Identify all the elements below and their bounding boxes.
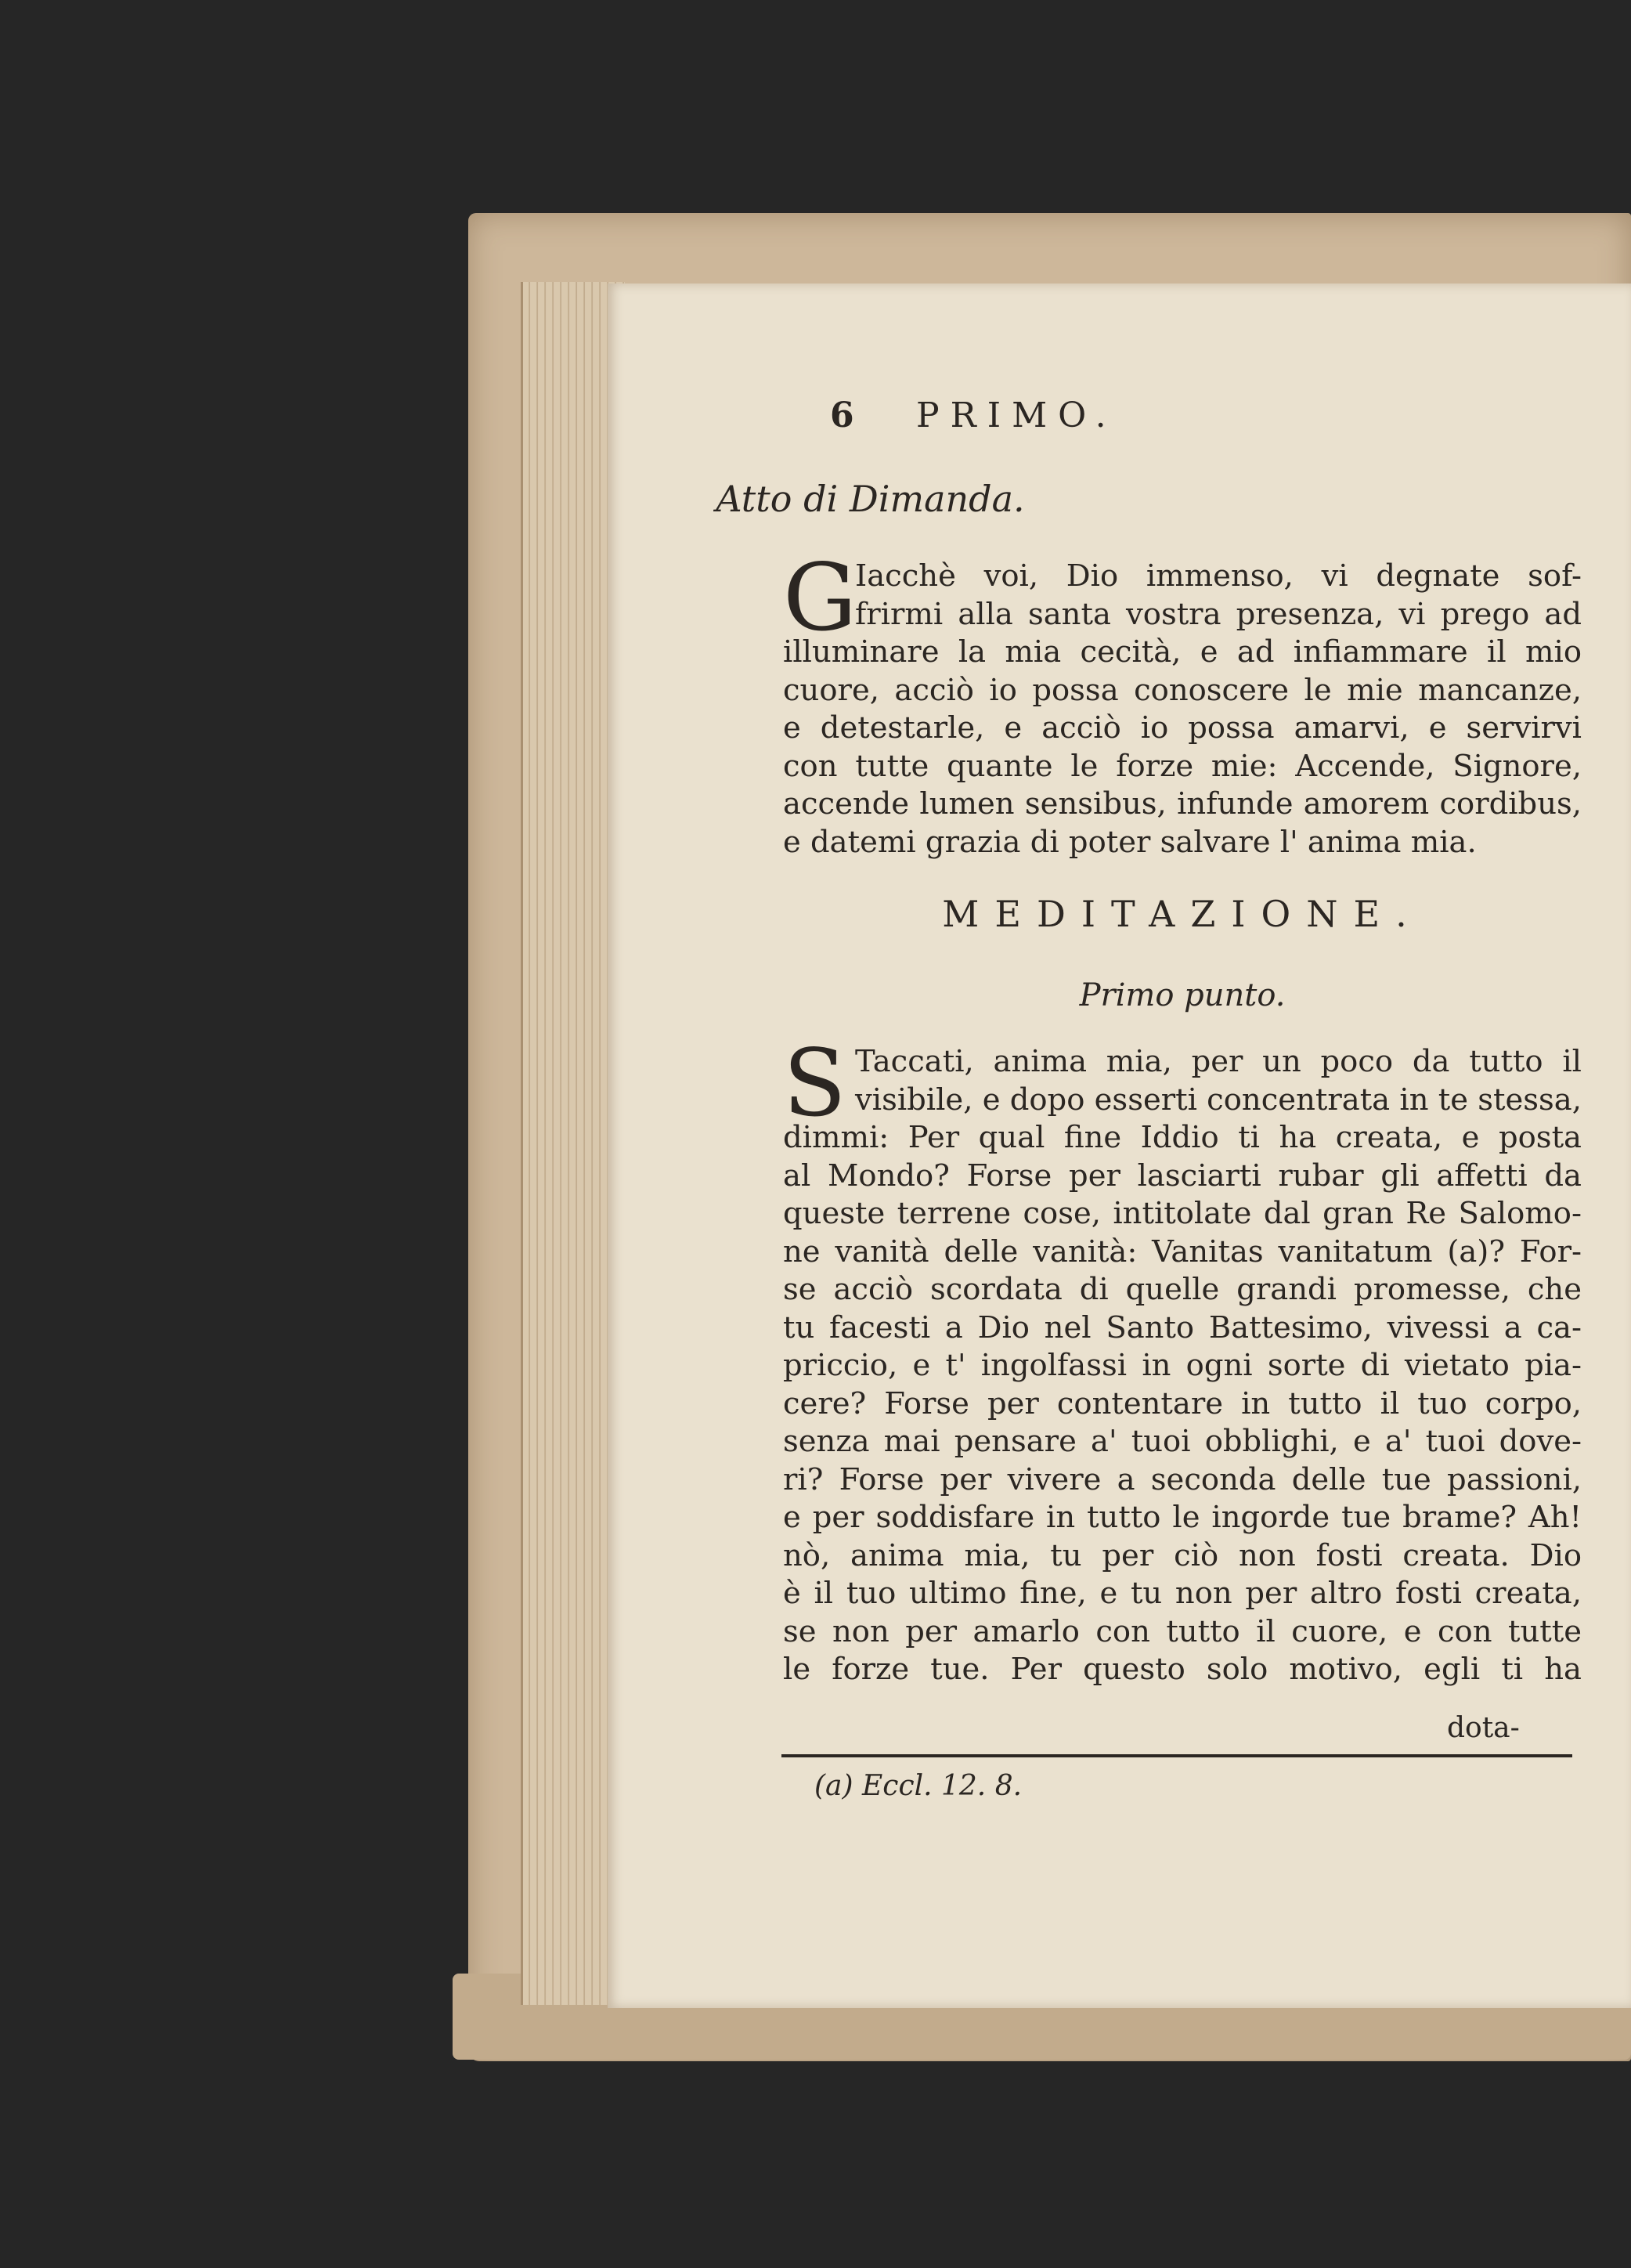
text-line: senza mai pensare a' tuoi obblighi, e a' tuoi dove-: [783, 1424, 1582, 1459]
footnote: (a) Eccl. 12. 8.: [814, 1770, 1023, 1802]
footnote-rule: [781, 1754, 1572, 1757]
text-line: Taccati, anima mia, per un poco da tutto il: [855, 1044, 1582, 1079]
text-line: frirmi alla santa vostra presenza, vi prego ad: [855, 596, 1582, 632]
text-line: illuminare la mia cecità, e ad infiammare il mio: [783, 634, 1582, 670]
paragraph-meditazione: [783, 1029, 1582, 1689]
text-line: con tutte quante le forze mie: Accende, Signore,: [783, 748, 1582, 784]
text-line: cere? Forse per contentare in tutto il tuo corpo,: [783, 1385, 1582, 1421]
running-title: PRIMO.: [916, 395, 1117, 435]
text-line: priccio, e t' ingolfassi in ogni sorte di vietato pia-: [783, 1348, 1582, 1383]
text-line: le forze tue. Per questo solo motivo, egli ti ha: [783, 1652, 1582, 1687]
dropcap-g: G: [783, 544, 857, 652]
text-line: accende lumen sensibus, infunde amorem cordibus,: [783, 786, 1582, 822]
subheading-primo-punto: Primo punto.: [1079, 977, 1286, 1013]
text-line: se acciò scordata di quelle grandi promesse, che: [783, 1272, 1582, 1307]
dropcap-s: S: [783, 1029, 846, 1137]
heading-meditazione: MEDITAZIONE.: [942, 893, 1423, 935]
paragraph-atto: [783, 544, 1582, 861]
page-number: 6: [830, 395, 854, 435]
text-line: se non per amarlo con tutto il cuore, e con tutte: [783, 1613, 1582, 1649]
text-line: dimmi: Per qual fine Iddio ti ha creata, e posta: [783, 1120, 1582, 1155]
text-line: e datemi grazia di poter salvare l' anima mia.: [783, 824, 1477, 860]
text-line: al Mondo? Forse per lasciarti rubar gli affetti da: [783, 1157, 1582, 1194]
text-line: tu facesti a Dio nel Santo Battesimo, vivessi a ca-: [783, 1309, 1582, 1345]
text-line: Iacchè voi, Dio immenso, vi degnate sof-: [855, 558, 1582, 594]
text-line: e detestarle, e acciò io possa amarvi, e servirvi: [783, 710, 1582, 746]
text-line: ne vanità delle vanità: Vanitas vanitatum (a)? For-: [783, 1233, 1582, 1269]
text-line: nò, anima mia, tu per ciò non fosti creata. Dio: [783, 1537, 1582, 1573]
text-line: ri? Forse per vivere a seconda delle tue passioni,: [783, 1461, 1582, 1497]
catchword: dota-: [1447, 1712, 1520, 1744]
section-title: Atto di Dimanda.: [716, 478, 1025, 520]
text-line: cuore, acciò io possa conoscere le mie mancanze,: [783, 672, 1582, 708]
text-line: visibile, e dopo esserti concentrata in te stessa,: [855, 1082, 1582, 1118]
text-line: queste terrene cose, intitolate dal gran Re Salomo-: [783, 1196, 1582, 1231]
text-line: è il tuo ultimo fine, e tu non per altro fosti creata,: [783, 1576, 1582, 1611]
text-line: e per soddisfare in tutto le ingorde tue brame? Ah!: [783, 1500, 1582, 1535]
running-head: [0, 395, 1631, 450]
